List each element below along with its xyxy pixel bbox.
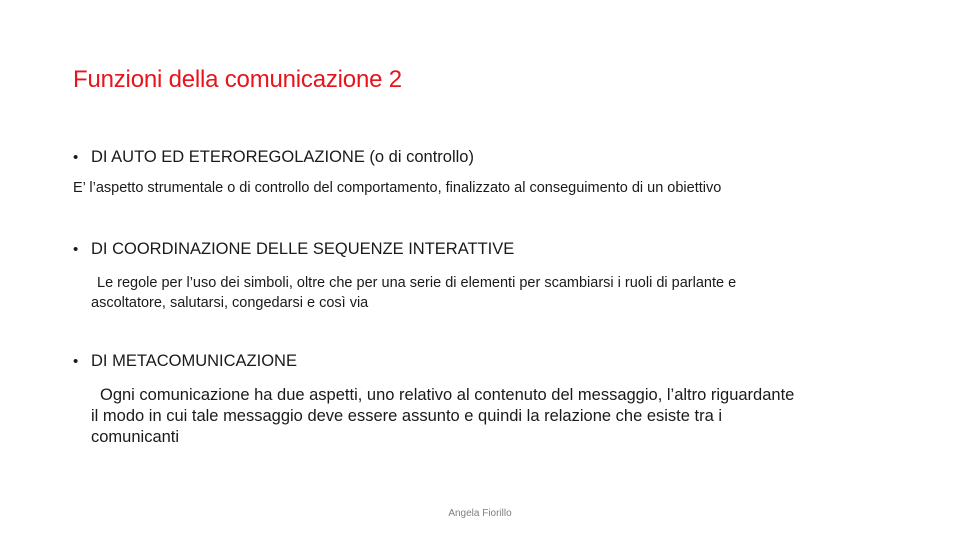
footer-author: Angela Fiorillo — [448, 508, 512, 519]
bullet-icon: • — [73, 241, 79, 258]
slide-title: Funzioni della comunicazione 2 — [73, 66, 402, 93]
section-1-line-1: E’ l’aspetto strumentale o di controllo del comportamento, finalizzato al conseguimento di un obiettivo — [73, 180, 722, 196]
section-3-heading-row — [73, 352, 297, 371]
bullet-icon: • — [73, 149, 79, 166]
section-3-heading: DI METACOMUNICAZIONE — [91, 352, 297, 370]
section-1-heading-row — [73, 148, 474, 167]
section-2-heading: DI COORDINAZIONE DELLE SEQUENZE INTERATTIVE — [91, 240, 515, 258]
section-1-heading: DI AUTO ED ETEROREGOLAZIONE (o di controllo) — [91, 148, 474, 166]
section-3-line-2: il modo in cui tale messaggio deve essere assunto e quindi la relazione che esiste tra i — [91, 407, 723, 425]
section-2-line-1: Le regole per l’uso dei simboli, oltre che per una serie di elementi per scambiarsi i ruoli di parlante e — [97, 275, 737, 291]
section-2-body — [91, 273, 736, 313]
bullet-icon: • — [73, 353, 79, 370]
section-3-line-3: comunicanti — [91, 428, 180, 446]
section-2-heading-row — [73, 240, 514, 259]
section-3-line-1: Ogni comunicazione ha due aspetti, uno relativo al contenuto del messaggio, l’altro riguardante — [100, 386, 795, 404]
section-2-line-2: ascoltatore, salutarsi, congedarsi e così via — [91, 295, 369, 311]
section-3-body — [91, 385, 794, 448]
section-1-body — [73, 178, 721, 198]
